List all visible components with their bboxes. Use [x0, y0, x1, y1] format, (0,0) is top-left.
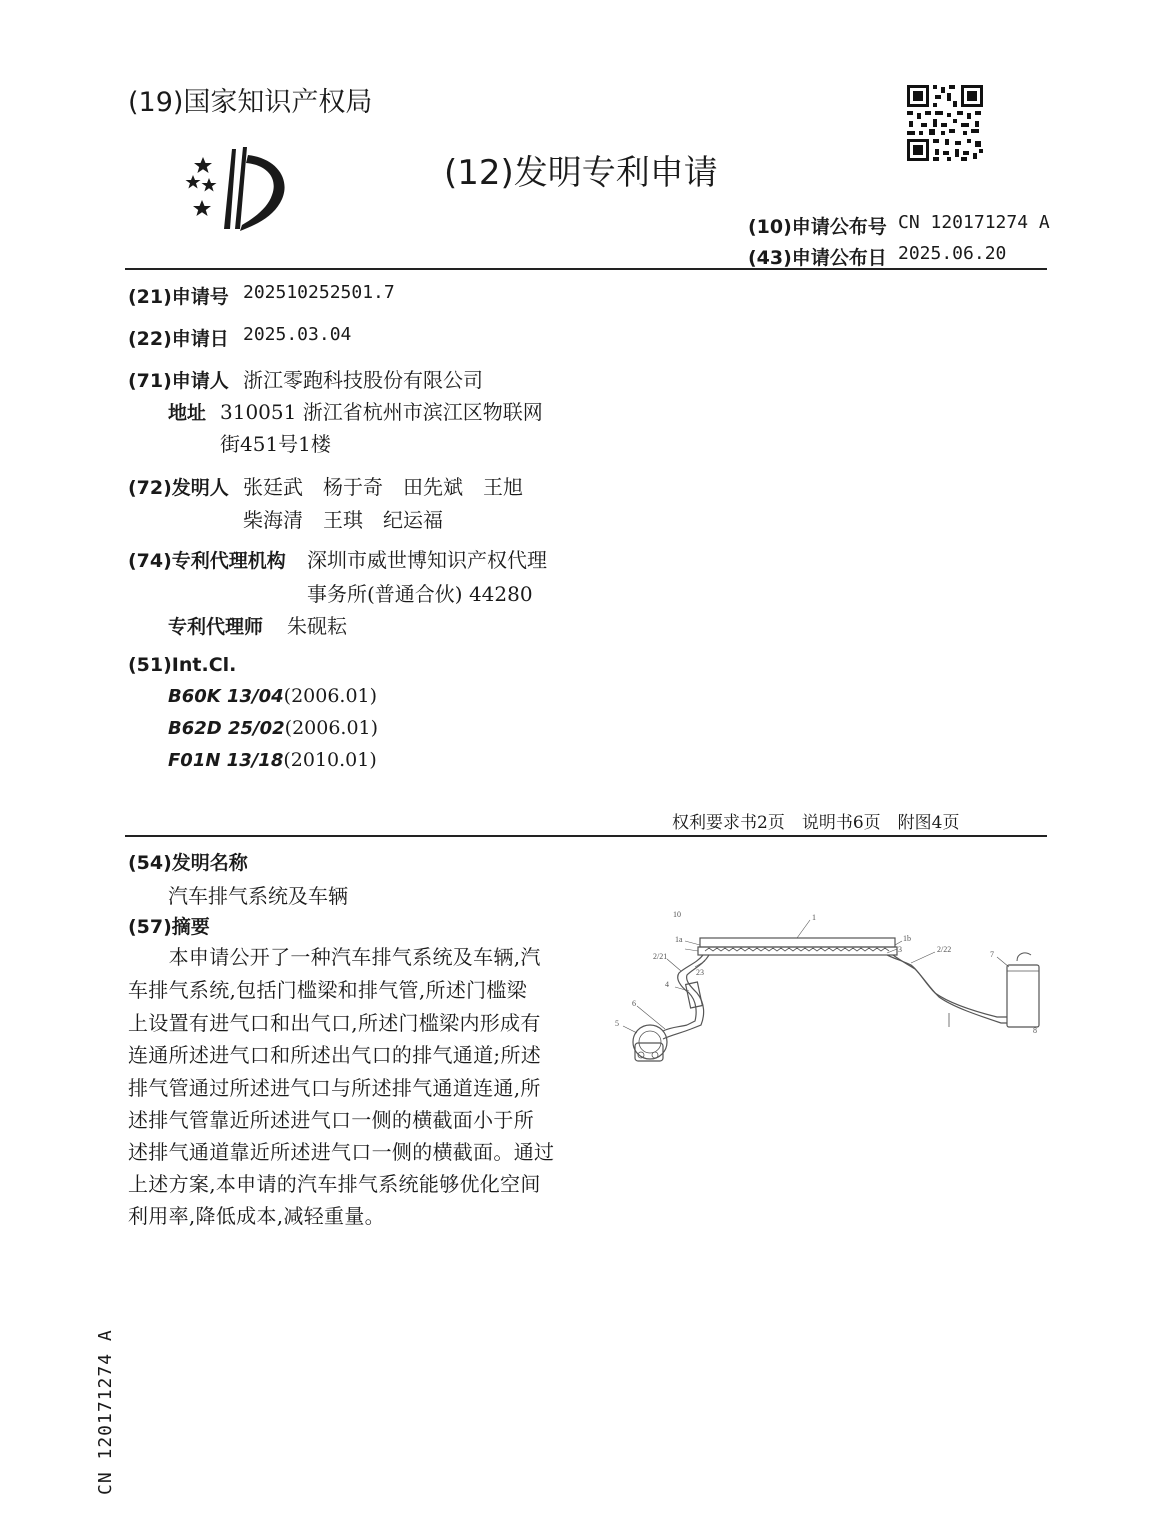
abstract-line: 利用率,降低成本,减轻重量。: [128, 1204, 385, 1228]
figure-label: 7: [990, 950, 994, 959]
address-line-2: 街451号1楼: [220, 432, 331, 456]
figure-label: 1b: [903, 934, 911, 943]
applicant: 浙江零跑科技股份有限公司: [243, 368, 483, 392]
agency-label: (74)专利代理机构: [128, 550, 286, 572]
publication-date: 2025.06.20: [898, 243, 1007, 264]
agency-line-1: 深圳市威世博知识产权代理: [307, 548, 547, 572]
intcl-code: B60K 13/04: [168, 686, 284, 707]
figure-label: 4: [665, 980, 669, 989]
application-date: 2025.03.04: [243, 324, 352, 345]
intcl-version: (2006.01): [284, 717, 379, 739]
document-type: (12)发明专利申请: [444, 153, 718, 193]
figure-label: 8: [1033, 1026, 1037, 1035]
inventor-label: (72)发明人: [128, 477, 229, 499]
application-date-label: (22)申请日: [128, 328, 229, 350]
invention-title: 汽车排气系统及车辆: [168, 884, 348, 908]
agency-line-2: 事务所(普通合伙) 44280: [307, 582, 533, 606]
intcl-code: B62D 25/02: [168, 718, 285, 739]
intcl-entry: [168, 749, 377, 771]
section-rule: [125, 835, 1047, 837]
agent-label: 专利代理师: [168, 616, 264, 638]
application-number: 202510252501.7: [243, 282, 395, 303]
abstract-line: 述排气通道靠近所述进气口一侧的横截面。通过: [128, 1140, 555, 1164]
application-number-label: (21)申请号: [128, 286, 229, 308]
address-label: 地址: [168, 402, 207, 424]
abstract-line: 述排气管靠近所述进气口一侧的横截面小于所: [128, 1108, 534, 1132]
intcl-code: F01N 13/18: [168, 750, 284, 771]
publication-number: CN 120171274 A: [898, 212, 1050, 233]
figure-label: 23: [696, 968, 704, 977]
figure-label: 1a: [675, 935, 683, 944]
address-line-1: 310051 浙江省杭州市滨江区物联网: [220, 400, 543, 424]
abstract-drawing: [605, 905, 1055, 1070]
applicant-label: (71)申请人: [128, 370, 229, 392]
abstract-line: 上设置有进气口和出气口,所述门槛梁内形成有: [128, 1011, 541, 1035]
abstract-label: (57)摘要: [128, 916, 210, 938]
figure-label: 2/21: [653, 952, 668, 961]
publication-number-label: (10)申请公布号: [748, 216, 887, 238]
abstract-line: 车排气系统,包括门槛梁和排气管,所述门槛梁: [128, 978, 528, 1002]
title-label: (54)发明名称: [128, 852, 248, 874]
abstract-line: 上述方案,本申请的汽车排气系统能够优化空间: [128, 1172, 541, 1196]
figure-label: 10: [673, 910, 681, 919]
abstract-line: 本申请公开了一种汽车排气系统及车辆,汽: [128, 945, 541, 969]
side-publication-number: CN 120171274 A: [95, 1329, 116, 1495]
publication-date-label: (43)申请公布日: [748, 247, 887, 269]
intcl-entry: [168, 685, 377, 707]
cnipa-logo: [180, 145, 295, 237]
intcl-version: (2010.01): [283, 749, 377, 771]
office-name: (19)国家知识产权局: [128, 87, 373, 118]
abstract-line: 连通所述进气口和所述出气口的排气通道;所述: [128, 1043, 542, 1067]
abstract-line: 排气管通过所述进气口与所述排气通道连通,所: [128, 1076, 541, 1100]
figure-label: 5: [615, 1019, 619, 1028]
figure-label: 3: [898, 945, 902, 954]
header-rule: [125, 268, 1047, 270]
inventors-line-1: 张廷武 杨于奇 田先斌 王旭: [243, 475, 523, 499]
intcl-version: (2006.01): [283, 685, 378, 707]
intcl-label: (51)Int.Cl.: [128, 654, 237, 676]
agent: 朱砚耘: [287, 614, 347, 638]
figure-label: 6: [632, 999, 636, 1008]
qr-code: [905, 83, 985, 163]
figure-label: 2/22: [937, 945, 952, 954]
inventors-line-2: 柴海清 王琪 纪运福: [243, 508, 443, 532]
figure-label: 1: [812, 913, 816, 922]
pages-summary: 权利要求书2页 说明书6页 附图4页: [672, 813, 960, 833]
intcl-entry: [168, 717, 378, 739]
